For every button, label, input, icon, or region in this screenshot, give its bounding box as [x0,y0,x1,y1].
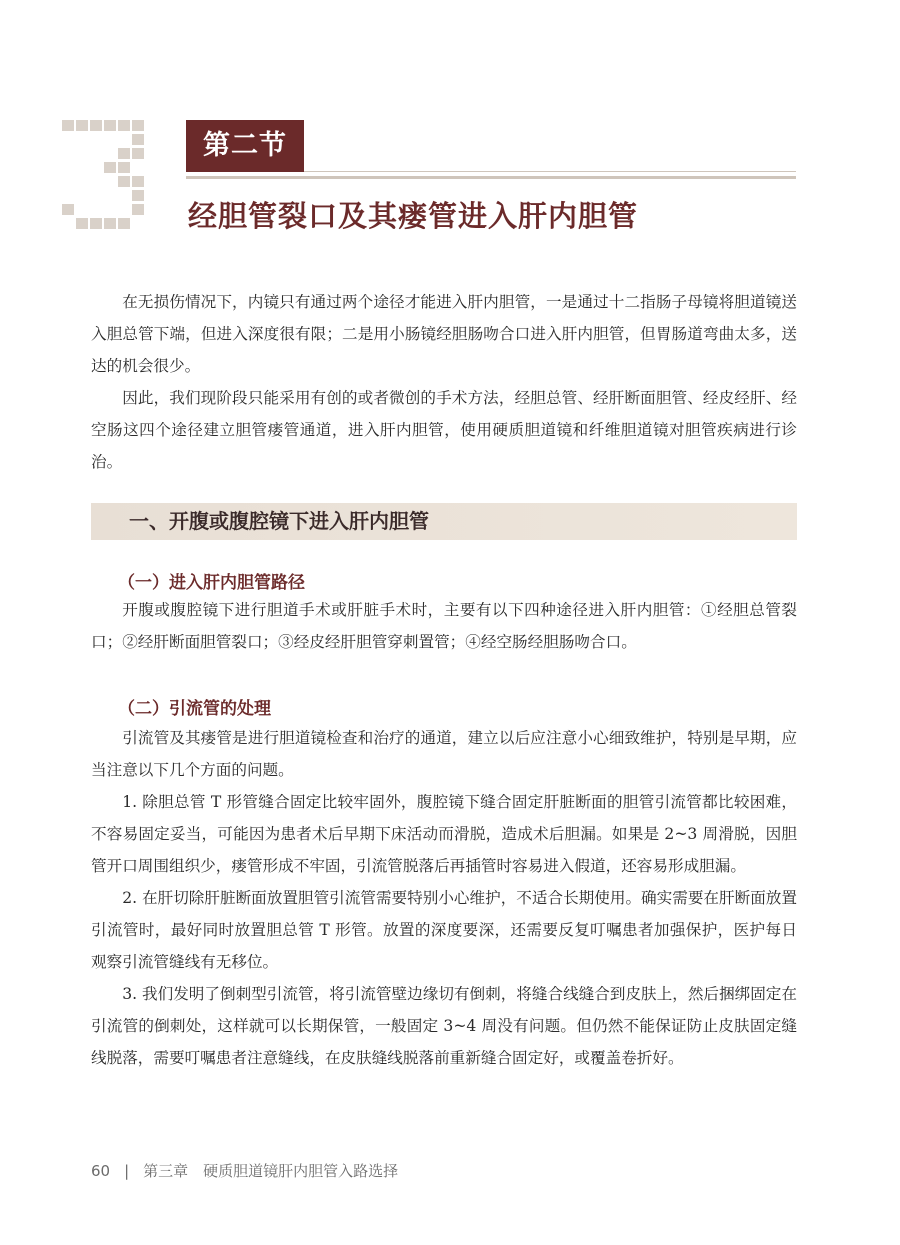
footer-separator: | [124,1162,130,1180]
intro-paragraph: 因此，我们现阶段只能采用有创的或者微创的手术方法，经胆总管、经肝断面胆管、经皮经肝、经空肠这四个途径建立胆管瘘管通道，进入肝内胆管，使用硬质胆道镜和纤维胆道镜对胆管疾病进行诊治。 [91,389,797,471]
heading-1: 一、开腹或腹腔镜下进入肝内胆管 [129,509,429,533]
subheading-2: （二）引流管的处理 [118,699,271,719]
sub2-item-2: 2. 在肝切除肝脏断面放置胆管引流管需要特别小心维护，不适合长期使用。确实需要在肝断面放置引流管时，最好同时放置胆总管 T 形管。放置的深度要深，还需要反复叮嘱患者加强保护，医护每日观察引流管缝线有无移位。 [91,889,797,971]
subheading-1: （一）进入肝内胆管路径 [118,573,305,593]
sub1-block [91,594,797,658]
sub2-block [91,722,797,1074]
sub2-item-3: 3. 我们发明了倒刺型引流管，将引流管壁边缘切有倒刺，将缝合线缝合到皮肤上，然后捆绑固定在引流管的倒刺处，这样就可以长期保管，一般固定 3~4 周没有问题。但仍然不能保证防止皮肤固定缝线脱落，需要叮嘱患者注意缝线，在皮肤缝线脱落前重新缝合固定好，或覆盖卷折好。 [91,985,797,1067]
sub1-paragraph: 开腹或腹腔镜下进行胆道手术或肝脏手术时，主要有以下四种途径进入肝内胆管：①经胆总管裂口；②经肝断面胆管裂口；③经皮经肝胆管穿刺置管；④经空肠经胆肠吻合口。 [91,601,797,651]
section-title: 经胆管裂口及其瘘管进入肝内胆管 [188,199,639,233]
section-label: 第二节 [186,120,304,172]
page-number: 60 [91,1162,111,1180]
chapter-title: 第三章 硬质胆道镜肝内胆管入路选择 [143,1162,399,1180]
section-number-decoration [62,120,146,230]
intro-block [91,286,797,478]
sub2-paragraph: 引流管及其瘘管是进行胆道镜检查和治疗的通道，建立以后应注意小心细致维护，特别是早期，应当注意以下几个方面的问题。 [91,729,797,779]
intro-paragraph: 在无损伤情况下，内镜只有通过两个途径才能进入肝内胆管，一是通过十二指肠子母镜将胆道镜送入胆总管下端，但进入深度很有限；二是用小肠镜经胆肠吻合口进入肝内胆管，但胃肠道弯曲太多，送达的机会很少。 [91,293,797,375]
sub2-item-1: 1. 除胆总管 T 形管缝合固定比较牢固外，腹腔镜下缝合固定肝脏断面的胆管引流管都比较困难，不容易固定妥当，可能因为患者术后早期下床活动而滑脱，造成术后胆漏。如果是 2~3 周滑脱，因胆管开口周围组织少，瘘管形成不牢固，引流管脱落后再插管时容易进入假道，还容易形成胆漏。 [91,793,797,875]
heading-band [91,503,797,540]
section-rule-thin [304,171,796,172]
section-rule [186,176,796,179]
page-footer [91,1160,398,1181]
